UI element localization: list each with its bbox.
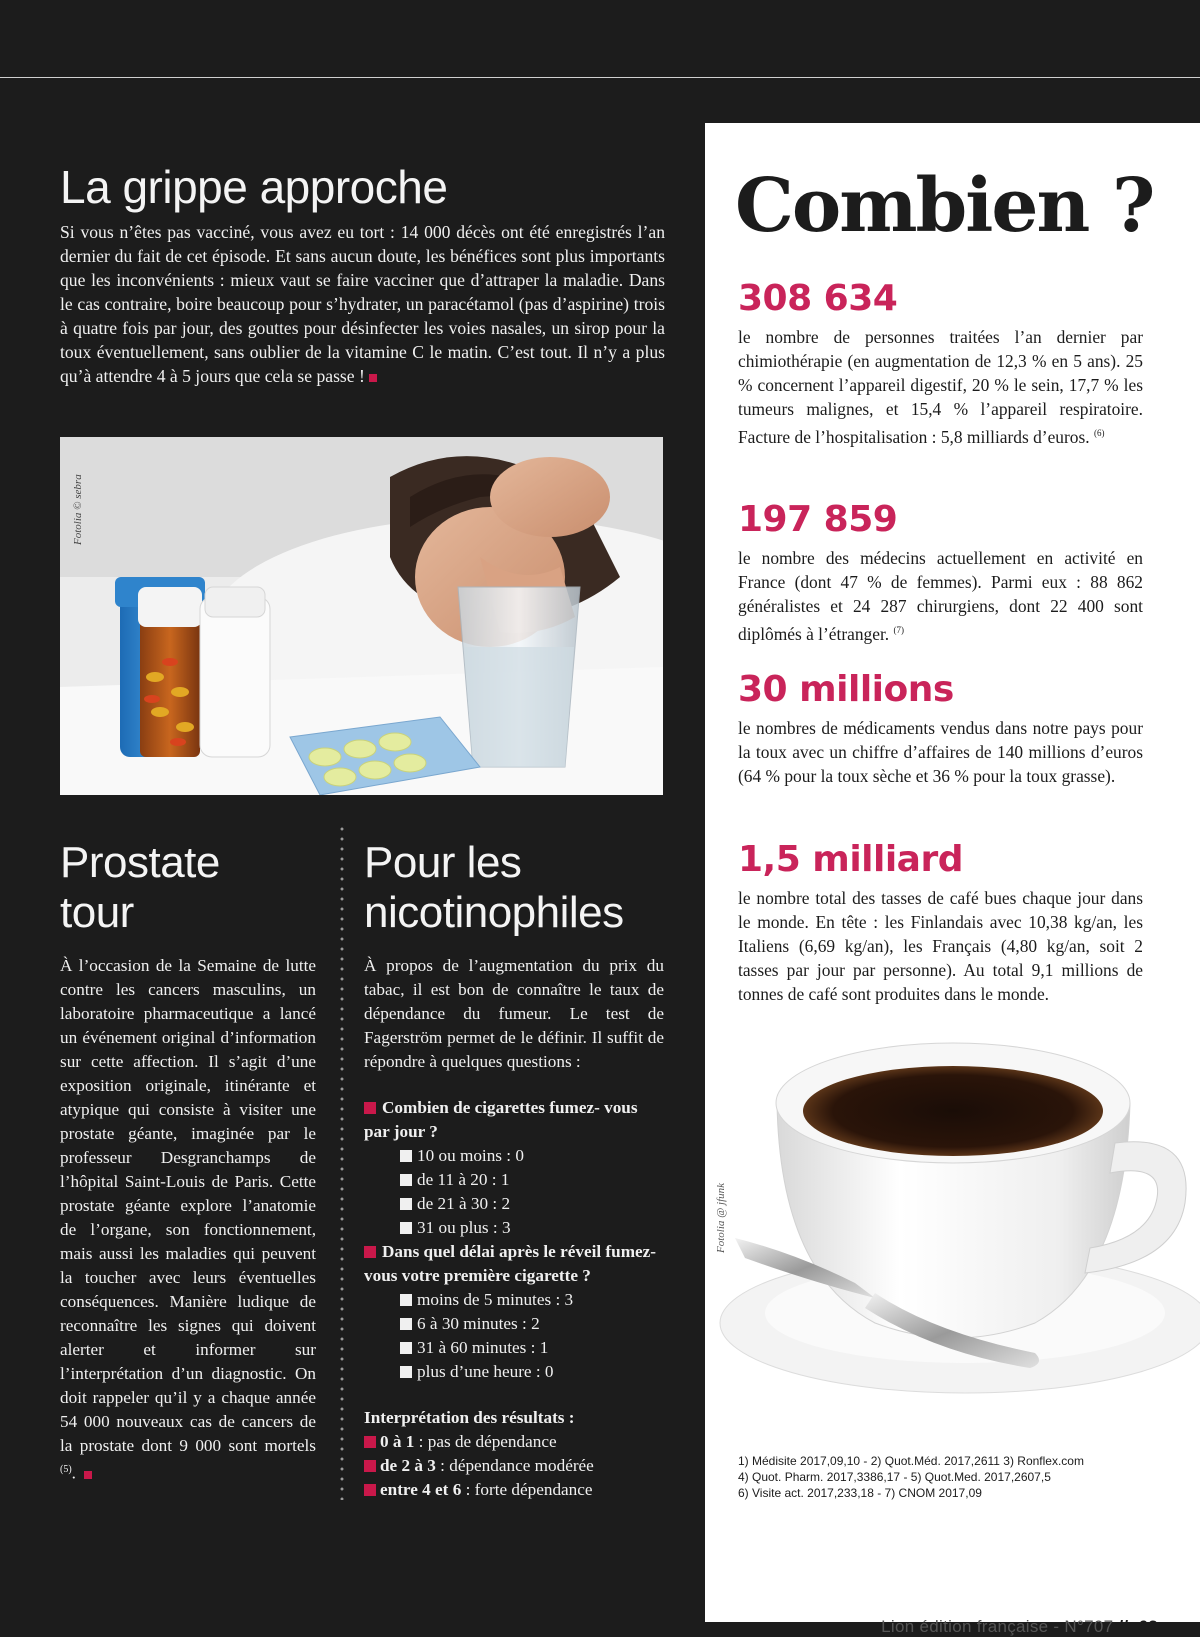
stat-description: le nombre de personnes traitées l’an dernier par chimiothérapie (en augmentation de 12,3 % en 5 ans). 25 % concernent l’appareil digestif, 20 % le sein, 17,7 % les tumeurs malignes, et 15,4 % l’appareil respiratoire. Facture de l’hospitalisation : 5,8 milliards d’euros. $^{(6)}$ [738,327,1143,447]
reference-line: 1) Médisite 2017,09,10 - 2) Quot.Méd. 2017,2611 3) Ronflex.com [738,1454,1084,1468]
stat-block [738,839,1143,1006]
coffee-cup-illustration [705,1023,1200,1433]
stat-description: le nombre des médecins actuellement en activité en France (dont 47 % de femmes). Parmi eux : 88 862 généralistes et 24 287 chirurgiens, dont 22 400 sont diplômés à l’étranger. $^{(7)}$ [738,548,1143,644]
q1-option: de 11 à 20 : 1 [364,1168,664,1192]
prostate-article [60,838,316,1486]
interpretation-row: de 2 à 3 : dépendance modérée [364,1454,664,1478]
grippe-text: Si vous n’êtes pas vacciné, vous avez eu tort : 14 000 décès ont été enregistrés l’an dernier du fait de cet épisode. Et sans aucun doute, les bénéfices sont plus importants que les inconvénients : mieux vaut se faire vacciner que d’attraper la maladie. Dans le cas contraire, boire beaucoup pour s’hydrater, un paracétamol (pas d’aspirine) trois à quatre fois par jour, des gouttes pour désinfecter les voies nasales, un sirop pour la toux éventuellement, sans oublier de la vitamine C le matin. C’est tout. Il n’y a plus qu’à attendre 4 à 5 jours que cela se passe ! [60,222,665,386]
coffee-photo-credit: Fotolia @ jfunk [715,1182,727,1253]
stat-description: le nombres de médicaments vendus dans notre pays pour la toux avec un chiffre d’affaires de 140 millions d’euros (64 % pour la toux sèche et 36 % pour la toux grasse). [738,718,1143,786]
grippe-title: La grippe approche [60,161,448,213]
stat-block [738,669,1143,788]
reference-line: 4) Quot. Pharm. 2017,3386,17 - 5) Quot.Med. 2017,2607,5 [738,1470,1051,1484]
reference-line: 6) Visite act. 2017,233,18 - 7) CNOM 2017,09 [738,1486,982,1500]
stat-number: 30 millions [738,669,954,710]
prostate-ref: (5) [60,1464,72,1475]
q2-option: 6 à 30 minutes : 2 [364,1312,664,1336]
coffee-photo [705,1023,1200,1433]
interpretation-row: 0 à 1 : pas de dépendance [364,1430,664,1454]
stat-block [738,278,1143,449]
flu-photo [60,437,663,795]
flu-photo-credit: Fotolia © sebra [72,474,84,545]
q2-option: moins de 5 minutes : 3 [364,1288,664,1312]
interpretation-title: Interprétation des résultats : [364,1408,575,1427]
column-divider [340,824,344,1500]
stat-number: 308 634 [738,278,898,319]
nicotine-title: Pour les nicotinophiles [364,838,624,937]
q2-option: 31 à 60 minutes : 1 [364,1336,664,1360]
q1-option: de 21 à 30 : 2 [364,1192,664,1216]
bullet-square [364,1102,376,1114]
stat-number: 197 859 [738,499,898,540]
stat-number: 1,5 milliard [738,839,963,880]
end-mark [369,374,377,382]
combien-panel [705,123,1200,1636]
page-number: // .63 [1118,1617,1158,1636]
q1-option: 10 ou moins : 0 [364,1144,664,1168]
publication-name: Lion édition française - N°707 [881,1617,1114,1636]
nicotine-article [364,838,664,1502]
stat-description: le nombre total des tasses de café bues chaque jour dans le monde. En tête : les Finlandais avec 10,38 kg/an, les Italiens (6,69 kg/an), les Français (4,80 kg/an, soit 2 tasses par jour par personne). Au total 9,1 millions de tonnes de café sont produites dans le monde. [738,888,1143,1004]
bullet-square [364,1246,376,1258]
references [738,1453,1084,1501]
q2-option: plus d’une heure : 0 [364,1360,664,1384]
question-1: Combien de cigarettes fumez- vous par jour ? [364,1098,638,1141]
prostate-title: Prostate tour [60,838,220,937]
interpretation-row: entre 4 et 6 : forte dépendance [364,1478,664,1502]
combien-title: Combien ? [735,163,1154,249]
question-2: Dans quel délai après le réveil fumez-vous votre première cigarette ? [364,1242,657,1285]
flu-illustration [60,437,663,795]
q1-option: 31 ou plus : 3 [364,1216,664,1240]
end-mark [84,1471,92,1479]
top-rule [0,77,1200,78]
nicotine-intro: À propos de l’augmentation du prix du tabac, il est bon de connaître le taux de dépendance du fumeur. Le test de Fagerström permet de le définir. Il suffit de répondre à quelques questions : [364,956,664,1071]
stat-block [738,499,1143,646]
page-footer [881,1617,1158,1637]
prostate-text: À l’occasion de la Semaine de lutte contre les cancers masculins, un laboratoire pharmaceutique a lancé un événement original d’information sur cette affection. Il s’agit d’une exposition originale, itinérante et atypique qui consiste à visiter une prostate géante, imaginée par le professeur Desgranchamps de l’hôpital Saint-Louis de Paris. Cette prostate géante explore l’anatomie de l’organe, son fonctionnement, mais aussi les maladies qui peuvent la toucher avec leurs éventuelles conséquences. Manière ludique de reconnaître les signes qui doivent alerter et informer sur l’interprétation d’un diagnostic. On doit rappeler qu’il y a chaque année 54 000 nouveaux cas de cancers de la prostate dont 9 000 sont mortels $^{(5)}$. [60,956,316,1483]
grippe-article [60,160,665,388]
